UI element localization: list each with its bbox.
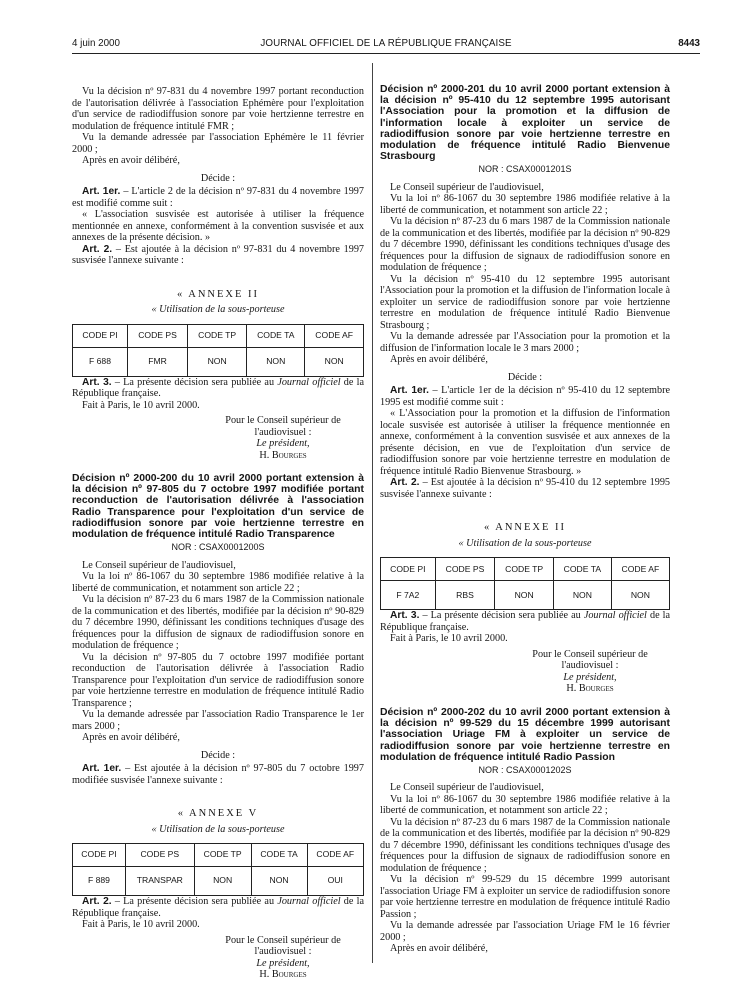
decide-label: Décide : bbox=[200, 172, 236, 184]
table-cell: FMR bbox=[128, 347, 188, 376]
annexe-table bbox=[72, 843, 364, 896]
article-2: Art. 2. – Est ajoutée à la décision nº 97-831 du 4 novembre 1997 susvisée l'annexe suivante : bbox=[72, 243, 365, 266]
header-rule bbox=[72, 53, 700, 54]
table-cell: NON bbox=[495, 581, 554, 610]
header-journal-title: JOURNAL OFFICIEL DE LA RÉPUBLIQUE FRANÇAISE bbox=[260, 38, 512, 49]
body-para: Vu la décision nº 87-23 du 6 mars 1987 de la Commission nationale de la communication et des libertés, modifiée par la décision nº 90-829 du 7 décembre 1990, définissant les conditions techniques d'usage des fréquences pour la diffusion de signaux de radiodiffusion sonore en modulation de fréquence ; bbox=[72, 594, 364, 652]
article-quote: « L'Association pour la promotion et la diffusion de l'information locale susvisée est autorisée à utiliser la fréquence mentionnée en annexe, conformément à la convention susvisée et aux annexes de la présente décision, en vue de l'exploitation d'un service de radiodiffusion sonore par voie hertzienne terrestre en modulation de fréquence intitulé Radio Bienvenue Strasbourg. » bbox=[380, 408, 670, 477]
table-cell: NON bbox=[305, 347, 364, 376]
body-para: Vu la demande adressée par l'association Uriage FM le 16 février 2000 ; bbox=[380, 920, 670, 943]
intro-para: Vu la demande adressée par l'association Ephémère le 11 février 2000 ; bbox=[72, 132, 364, 155]
body-para: Après en avoir délibéré, bbox=[390, 354, 488, 366]
table-header: CODE TA bbox=[251, 844, 307, 867]
nor-code: NOR : CSAX0001202S bbox=[478, 764, 572, 775]
article-quote: « L'association susvisée est autorisée à utiliser la fréquence mentionnée en annexe, conformément à la convention susvisée et aux annexes de la présente décision. » bbox=[72, 209, 364, 243]
decide-label: Décide : bbox=[200, 749, 236, 761]
table-header: CODE PI bbox=[73, 324, 128, 347]
article-1: Art. 1er. – Est ajoutée à la décision nº 97-805 du 7 octobre 1997 modifiée susvisée l'annexe suivante : bbox=[72, 763, 364, 786]
table-cell: NON bbox=[188, 347, 247, 376]
body-para: Vu la décision nº 99-529 du 15 décembre 1999 autorisant l'association Uriage FM à exploiter un service de radiodiffusion sonore par voie hertzienne terrestre en modulation de fréquence intitulé Radio Passion ; bbox=[380, 874, 670, 920]
body-para: Vu la décision nº 97-805 du 7 octobre 1997 modifiée portant reconduction de l'autorisation délivrée à l'association Radio Transparence pour l'exploitation d'un service de radiodiffusion sonore par voie hertzienne terrestre en modulation de fréquence intitulé Radio Transparence ; bbox=[72, 651, 364, 709]
table-header: CODE PS bbox=[435, 558, 495, 581]
header-date: 4 juin 2000 bbox=[72, 38, 120, 49]
signature-name: H. Bourges bbox=[259, 449, 307, 461]
signature-line: Pour le Conseil supérieur de l'audiovisuel : bbox=[225, 415, 341, 438]
table-cell: NON bbox=[194, 867, 251, 896]
article-3: Art. 3. – La présente décision sera publiée au Journal officiel de la République française. bbox=[72, 376, 365, 399]
table-header: CODE AF bbox=[305, 324, 364, 347]
table-cell: F 7A2 bbox=[381, 581, 436, 610]
body-para: Vu la décision nº 87-23 du 6 mars 1987 de la Commission nationale de la communication et des libertés, modifiée par la décision nº 90-829 du 7 décembre 1990, définissant les conditions techniques d'usage des fréquences pour la diffusion de signaux de radiodiffusion sonore en modulation de fréquence ; bbox=[380, 216, 670, 274]
table-cell: NON bbox=[247, 347, 305, 376]
intro-para: Vu la décision nº 97-831 du 4 novembre 1997 portant reconduction de l'autorisation délivrée à l'association Ephémère pour l'exploitation d'un service de radiodiffusion sonore par voie hertzienne terrestre en modulation de fréquence intitulé FMR ; bbox=[72, 86, 364, 132]
table-header: CODE AF bbox=[307, 844, 363, 867]
table-header: CODE TA bbox=[247, 324, 305, 347]
decision-title: Décision nº 2000-201 du 10 avril 2000 portant extension à la décision nº 95-410 du 12 septembre 1995 autorisant l'Association pour la promotion et la diffusion de l'information locale à exploiter un service de radiodiffusion sonore par voie hertzienne terrestre en modulation de fréquence intitulé Radio Bienvenue Strasbourg bbox=[380, 84, 670, 163]
signature-line: Pour le Conseil supérieur de l'audiovisuel : bbox=[225, 934, 341, 958]
signature-name: H. Bourges bbox=[259, 969, 307, 981]
table-cell: NON bbox=[611, 581, 669, 610]
table-cell: NON bbox=[554, 581, 612, 610]
page-header bbox=[72, 38, 700, 52]
body-para: Vu la décision nº 95-410 du 12 septembre 1995 autorisant l'Association pour la promotion et la diffusion de l'information locale à exploiter un service de radiodiffusion sonore par voie hertzienne terrestre en modulation de fréquence intitulé Radio Bienvenue Strasbourg ; bbox=[380, 273, 670, 331]
table-cell: TRANSPAR bbox=[125, 867, 194, 896]
table-cell: NON bbox=[251, 867, 307, 896]
body-para: Vu la loi nº 86-1067 du 30 septembre 1986 modifiée relative à la liberté de communication, et notamment son article 22 ; bbox=[380, 793, 670, 817]
body-para: Vu la loi nº 86-1067 du 30 septembre 1986 modifiée relative à la liberté de communication, et notamment son article 22 ; bbox=[72, 571, 364, 594]
annexe-heading: « ANNEXE II bbox=[176, 288, 260, 300]
article-2: Art. 2. – La présente décision sera publiée au Journal officiel de la République française. bbox=[72, 896, 365, 919]
body-para: Le Conseil supérieur de l'audiovisuel, bbox=[82, 559, 236, 571]
table-header: CODE PS bbox=[125, 844, 194, 867]
table-cell: F 688 bbox=[73, 347, 128, 376]
article-3: Art. 3. – La présente décision sera publiée au Journal officiel de la République française. bbox=[380, 610, 671, 633]
fait-a-paris: Fait à Paris, le 10 avril 2000. bbox=[82, 399, 200, 411]
signature-name: H. Bourges bbox=[566, 683, 614, 695]
column-divider bbox=[372, 63, 373, 963]
intro-para: Après en avoir délibéré, bbox=[82, 155, 180, 166]
nor-code: NOR : CSAX0001200S bbox=[171, 542, 265, 553]
table-header: CODE PI bbox=[73, 844, 126, 867]
fait-a-paris: Fait à Paris, le 10 avril 2000. bbox=[390, 633, 508, 645]
decision-title: Décision nº 2000-202 du 10 avril 2000 portant extension à la décision nº 99-529 du 15 décembre 1999 autorisant l'association Uriage FM à exploiter un service de radiodiffusion sonore par voie hertzienne terrestre en modulation de fréquence intitulé Radio Passion bbox=[380, 706, 670, 763]
right-column bbox=[380, 84, 670, 955]
body-para: Vu la décision nº 87-23 du 6 mars 1987 de la Commission nationale de la communication et des libertés, modifiée par la décision nº 90-829 du 7 décembre 1990, définissant les conditions techniques d'usage des fréquences pour la diffusion de signaux de radiodiffusion sonore en modulation de fréquence ; bbox=[380, 816, 670, 874]
table-cell: F 889 bbox=[73, 867, 126, 896]
body-para: Vu la demande adressée par l'Association pour la promotion et la diffusion de l'information locale le 3 mars 2000 ; bbox=[380, 331, 670, 354]
decision-title: Décision nº 2000-200 du 10 avril 2000 portant extension à la décision nº 97-805 du 7 octobre 1997 modifiée portant reconduction de l'autorisation délivrée à l'association Radio Transparence pour l'exploitation d'un service de radiodiffusion sonore par voie hertzienne terrestre en modulation de fréquence intitulé Radio Transparence bbox=[72, 473, 364, 541]
signature-title: Le président, bbox=[256, 957, 310, 969]
body-para: Le Conseil supérieur de l'audiovisuel, bbox=[390, 782, 544, 794]
body-para: Vu la demande adressée par l'association Radio Transparence le 1er mars 2000 ; bbox=[72, 709, 364, 732]
body-para: Vu la loi nº 86-1067 du 30 septembre 1986 modifiée relative à la liberté de communication, et notamment son article 22 ; bbox=[380, 193, 670, 216]
header-page-number: 8443 bbox=[678, 38, 700, 49]
body-para: Après en avoir délibéré, bbox=[390, 943, 488, 955]
article-1: Art. 1er. – L'article 2 de la décision nº 97-831 du 4 novembre 1997 est modifié comme suit : bbox=[72, 186, 364, 209]
nor-code: NOR : CSAX0001201S bbox=[478, 164, 572, 175]
annexe-subheading: « Utilisation de la sous-porteuse bbox=[151, 304, 285, 315]
decide-label: Décide : bbox=[507, 371, 543, 383]
annexe-heading: « ANNEXE II bbox=[483, 522, 567, 534]
article-2: Art. 2. – Est ajoutée à la décision nº 95-410 du 12 septembre 1995 susvisée l'annexe suivante : bbox=[380, 477, 671, 500]
table-header: CODE TP bbox=[194, 844, 251, 867]
annexe-subheading: « Utilisation de la sous-porteuse bbox=[458, 537, 592, 549]
fait-a-paris: Fait à Paris, le 10 avril 2000. bbox=[82, 919, 200, 931]
annexe-heading: « ANNEXE V bbox=[177, 808, 259, 820]
annexe-subheading: « Utilisation de la sous-porteuse bbox=[151, 823, 285, 835]
table-header: CODE TP bbox=[188, 324, 247, 347]
article-1: Art. 1er. – L'article 1er de la décision nº 95-410 du 12 septembre 1995 est modifié comme suit : bbox=[380, 385, 670, 408]
table-header: CODE PI bbox=[381, 558, 436, 581]
table-cell: OUI bbox=[307, 867, 363, 896]
annexe-table bbox=[72, 324, 364, 377]
table-header: CODE PS bbox=[128, 324, 188, 347]
table-cell: RBS bbox=[435, 581, 495, 610]
signature-title: Le président, bbox=[563, 671, 617, 683]
body-para: Le Conseil supérieur de l'audiovisuel, bbox=[390, 181, 544, 193]
signature-title: Le président, bbox=[256, 438, 310, 449]
table-header: CODE TA bbox=[554, 558, 612, 581]
table-header: CODE AF bbox=[611, 558, 669, 581]
left-column bbox=[72, 86, 364, 981]
body-para: Après en avoir délibéré, bbox=[82, 732, 180, 744]
signature-line: Pour le Conseil supérieur de l'audiovisuel : bbox=[532, 648, 648, 672]
annexe-table bbox=[380, 557, 670, 610]
table-header: CODE TP bbox=[495, 558, 554, 581]
